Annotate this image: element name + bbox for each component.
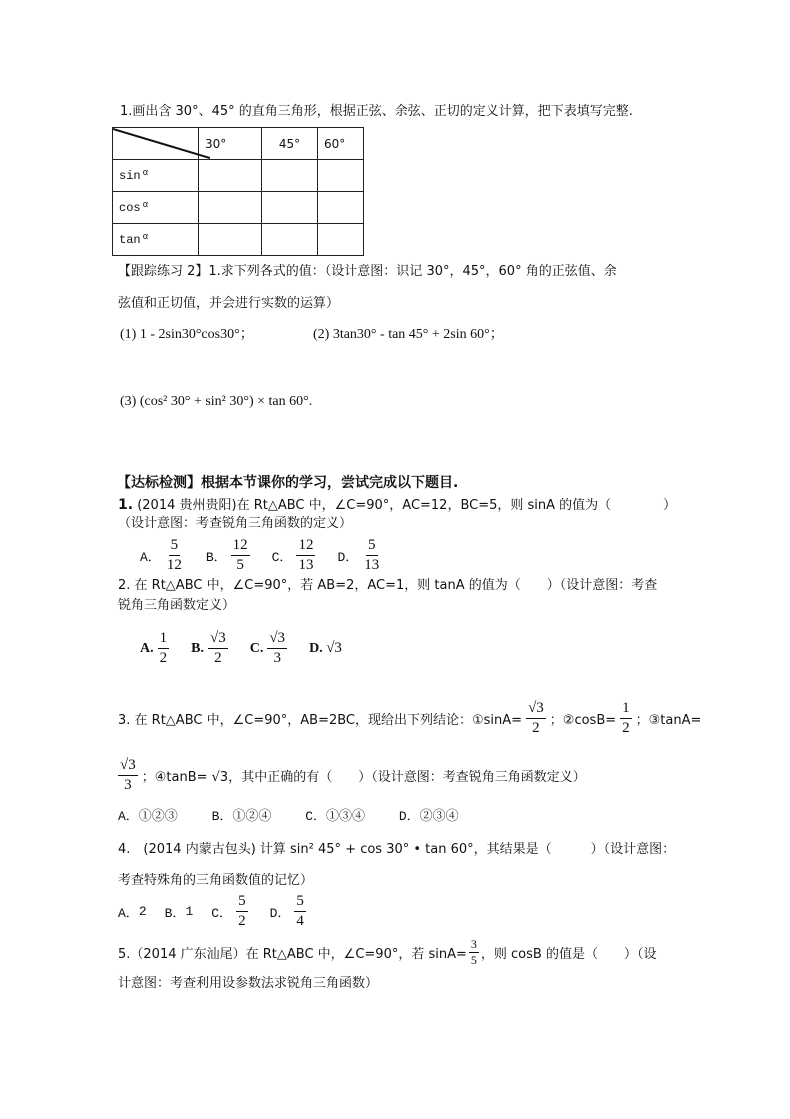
q2-option-b[interactable]: B. $\frac{√3}{2}$	[191, 630, 226, 666]
practice2-item-3: (3) (cos² 30° + sin² 30°) × tan 60°.	[120, 394, 313, 409]
q2-option-c[interactable]: C. $\frac{√3}{3}$	[249, 630, 286, 666]
cell-sin-45[interactable]	[262, 160, 318, 192]
q4-option-a[interactable]: A． 2	[118, 904, 147, 921]
trig-value-table	[112, 127, 364, 256]
cell-sin-60[interactable]	[318, 160, 364, 192]
cell-tan-45[interactable]	[262, 224, 318, 256]
practice2-heading: 【跟踪练习 2】1.求下列各式的值：（设计意图：识记 30°，45°，60° 角的正弦值、余	[118, 264, 617, 279]
practice2-item-1: (1) 1 - 2sin30°cos30°；	[120, 327, 254, 342]
cell-cos-30[interactable]	[199, 192, 262, 224]
q1-intent: （设计意图：考查锐角三角函数的定义）	[118, 516, 353, 531]
row-label-tan: tan $^\alpha$	[113, 224, 199, 256]
q4-stem-cont: 考查特殊角的三角函数值的记忆）	[118, 873, 314, 888]
q4-options	[118, 893, 328, 930]
q4-stem: 4. (2014 内蒙古包头) 计算 sin² 45° + cos 30° • tan 60°，其结果是（ ）（设计意图：	[118, 842, 676, 857]
table-instruction: 1.画出含 30°、45° 的直角三角形，根据正弦、余弦、正切的定义计算，把下表填写完整.	[120, 104, 633, 119]
q5-stem: 5.（2014 广东汕尾）在 Rt△ABC 中，∠C=90°，若 sinA= $\frac{3}{5}$ ，则 cosB 的值是（ ）（设	[118, 937, 657, 967]
q3-stem-cont: $\frac{√3}{3}$ ；④tanB= √3，其中正确的有（ ）（设计意图：考查锐角三角函数定义）	[120, 757, 586, 793]
practice2-heading-cont: 弦值和正切值，并会进行实数的运算）	[118, 296, 340, 311]
q4-option-b[interactable]: B． 1	[164, 904, 194, 921]
cell-cos-60[interactable]	[318, 192, 364, 224]
cell-tan-60[interactable]	[318, 224, 364, 256]
q1-option-c[interactable]: C． $\frac{12}{13}$	[271, 537, 314, 573]
q1-stem: 1. (2014 贵州贵阳)在 Rt△ABC 中，∠C=90°，AC=12，BC=5，则 sinA 的值为（ ）	[118, 497, 677, 513]
column-header-30: 30°	[199, 128, 262, 160]
table-row-sin	[113, 160, 364, 192]
q5-stem-cont: 计意图：考查利用设参数法求锐角三角函数）	[118, 976, 379, 991]
check-heading: 【达标检测】根据本节课你的学习，尝试完成以下题目.	[117, 475, 459, 491]
diagonal-line-icon	[113, 128, 210, 160]
table-header-row	[113, 128, 364, 160]
q2-stem: 2. 在 Rt△ABC 中，∠C=90°，若 AB=2，AC=1，则 tanA 的值为（ ）（设计意图：考查	[118, 578, 658, 593]
q3-stem: 3. 在 Rt△ABC 中，∠C=90°，AB=2BC，现给出下列结论：①sinA= $\frac{√3}{2}$ ；②cosB= $\frac{1}{2}$ ；③tanA=	[118, 700, 702, 736]
q3-option-c[interactable]: C．①③④	[305, 809, 366, 824]
cell-sin-30[interactable]	[199, 160, 262, 192]
q3-option-d[interactable]: D．②③④	[398, 809, 459, 824]
cell-tan-30[interactable]	[199, 224, 262, 256]
table-row-tan	[113, 224, 364, 256]
diagonal-header-cell	[113, 128, 199, 160]
q1-options	[140, 537, 403, 574]
q4-option-c[interactable]: C． $\frac{5}{2}$	[211, 893, 246, 929]
practice2-item-2: (2) 3tan30° - tan 45° + 2sin 60°；	[313, 327, 504, 342]
q2-option-d[interactable]: D. √3	[309, 640, 342, 656]
q3-options	[118, 809, 459, 825]
row-label-cos: cos $^\alpha$	[113, 192, 199, 224]
column-header-45: 45°	[262, 128, 318, 160]
q2-stem-cont: 锐角三角函数定义）	[118, 598, 236, 613]
q3-option-a[interactable]: A．①②③	[118, 809, 178, 824]
q1-option-b[interactable]: B． $\frac{12}{5}$	[205, 537, 248, 573]
table-row-cos	[113, 192, 364, 224]
cell-cos-45[interactable]	[262, 192, 318, 224]
row-label-sin: sin $^\alpha$	[113, 160, 199, 192]
q3-option-b[interactable]: B．①②④	[211, 809, 272, 824]
column-header-60: 60°	[318, 128, 364, 160]
q1-option-d[interactable]: D． $\frac{5}{13}$	[337, 537, 380, 573]
q2-option-a[interactable]: A. $\frac{1}{2}$	[140, 630, 168, 666]
q1-option-a[interactable]: A． $\frac{5}{12}$	[140, 537, 182, 573]
q2-options	[140, 630, 360, 667]
q4-option-d[interactable]: D． $\frac{5}{4}$	[269, 893, 304, 929]
